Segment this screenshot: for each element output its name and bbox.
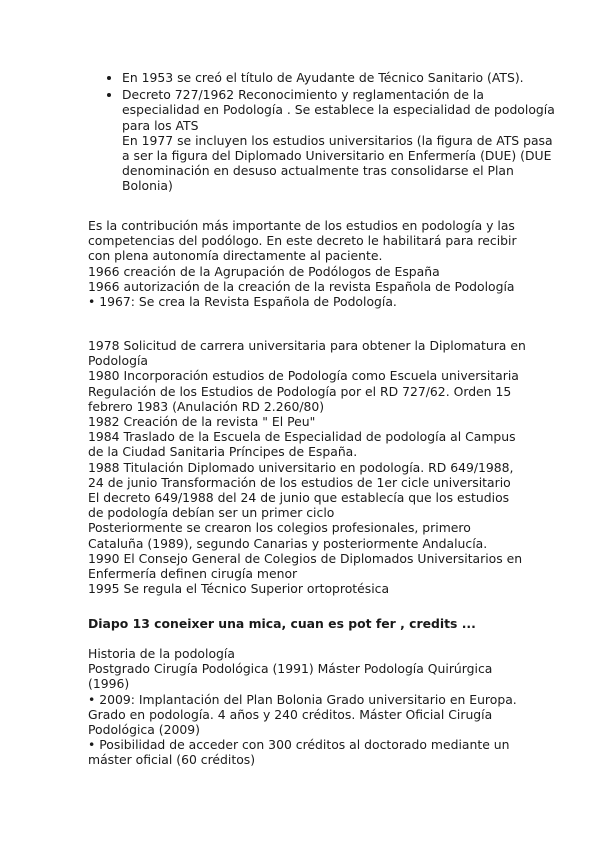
text-line: 1990 El Consejo General de Colegios de Diplomados Universitarios en Enfermería definen cirugía menor bbox=[88, 550, 523, 582]
bullet-list bbox=[88, 70, 562, 196]
text-line: 1984 Traslado de la Escuela de Especialidad de podología al Campus de la Ciudad Sanitaria Príncipes de España. bbox=[88, 429, 516, 460]
text-line: • Posibilidad de acceder con 300 créditos al doctorado mediante un máster oficial (60 créditos) bbox=[88, 737, 510, 768]
text-line: • 2009: Implantación del Plan Bolonia Grado universitario en Europa. Grado en podología. 4 años y 240 créditos. Máster Oficial Cirugía Podológica (2009) bbox=[88, 691, 517, 738]
text-line: Postgrado Cirugía Podológica (1991) Máster Podología Quirúrgica (1996) bbox=[88, 661, 493, 692]
text-line: 1966 autorización de la creación de la revista Española de Podología bbox=[88, 278, 515, 294]
bullet-line: • En 1953 se creó el título de Ayudante de Técnico Sanitario (ATS). bbox=[122, 70, 524, 85]
text-line: Posteriormente se crearon los colegios profesionales, primero Cataluña (1989), segundo Canarias y posteriormente Andalucía. bbox=[88, 520, 488, 551]
text-line: 1966 creación de la Agrupación de Podólogos de España bbox=[88, 263, 440, 279]
text-line: 1982 Creación de la revista " El Peu" bbox=[88, 414, 316, 430]
bullet-line: • Decreto 727/1962 Reconocimiento y reglamentación de la especialidad en Podología . Se establece la especialidad de podología para los ATS bbox=[122, 87, 555, 133]
bullet-line: En 1977 se incluyen los estudios universitarios (la figura de ATS pasa a ser la figura del Diplomado Universitario en Enfermería (DUE) (DUE denominación en desuso actualmente tras consolidarse el Plan Bolonia) bbox=[122, 132, 553, 194]
text-line: El decreto 649/1988 del 24 de junio que establecía que los estudios de podología debían ser un primer ciclo bbox=[88, 490, 510, 521]
paragraph-block-decree bbox=[88, 218, 528, 309]
text-line: 1988 Titulación Diplomado universitario en podología. RD 649/1988, 24 de junio Transformación de los estudios de 1er cicle universitario bbox=[88, 459, 514, 490]
text-line: Es la contribución más importante de los estudios en podología y las competencias del podólogo. En este decreto le habilitará para recibir con plena autonomía directamente al paciente. bbox=[88, 218, 517, 264]
text-line: 1980 Incorporación estudios de Podología como Escuela universitaria bbox=[88, 368, 519, 384]
paragraph-block-timeline bbox=[88, 338, 528, 596]
paragraph-block-history bbox=[88, 646, 528, 768]
text-line: Historia de la podología bbox=[88, 646, 235, 661]
text-line: • 1967: Se crea la Revista Española de Podología. bbox=[88, 294, 397, 310]
text-line: 1995 Se regula el Técnico Superior ortoprotésica bbox=[88, 581, 390, 597]
text-line: Regulación de los Estudios de Podología por el RD 727/62. Orden 15 febrero 1983 (Anulación RD 2.260/80) bbox=[88, 383, 512, 414]
section-heading: Diapo 13 coneixer una mica, cuan es pot fer , credits ... bbox=[88, 616, 476, 631]
text-line: 1978 Solicitud de carrera universitaria para obtener la Diplomatura en Podología bbox=[88, 338, 526, 369]
bullet-item bbox=[122, 87, 562, 193]
bullet-item bbox=[122, 70, 562, 85]
